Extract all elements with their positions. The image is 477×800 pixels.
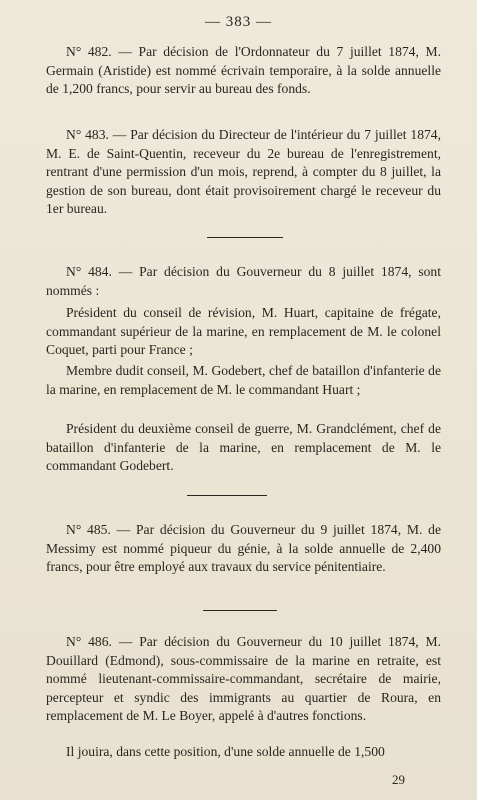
paragraph-solde: Il jouira, dans cette position, d'une solde annuelle de 1,500 [66, 744, 385, 759]
paragraph-nomination-president-revision: Président du conseil de révision, M. Huart, capitaine de frégate, commandant supérieur de la marine, en remplacement de M. le colonel Coquet, parti pour France ; [46, 305, 441, 358]
paragraph-nomination-membre-conseil: Membre dudit conseil, M. Godebert, chef de bataillon d'infanterie de la marine, en remplacement de M. le commandant Huart ; [46, 363, 441, 397]
paragraph-decision-485: N° 485. — Par décision du Gouverneur du 9 juillet 1874, M. de Messimy est nommé piqueur du génie, à la solde annuelle de 2,400 francs, pour être employé aux travaux du service pénitentiaire. [46, 522, 441, 575]
section-divider [203, 610, 277, 611]
section-divider [187, 495, 267, 496]
paragraph-nomination-president-guerre: Président du deuxième conseil de guerre, M. Grandclément, chef de bataillon d'infanterie de la marine, en remplacement de M. le commandant Godebert. [46, 421, 441, 474]
page-header-number: — 383 — [205, 14, 272, 30]
paragraph-decision-482: N° 482. — Par décision de l'Ordonnateur du 7 juillet 1874, M. Germain (Aristide) est nommé écrivain temporaire, à la solde annuelle de 1,200 francs, pour servir au bureau des fonds. [46, 44, 441, 97]
paragraph-decision-484-intro: N° 484. — Par décision du Gouverneur du 8 juillet 1874, sont nommés : [46, 264, 441, 298]
page-folio: 29 [392, 772, 405, 787]
section-divider [207, 237, 283, 238]
paragraph-decision-486: N° 486. — Par décision du Gouverneur du 10 juillet 1874, M. Douillard (Edmond), sous-commissaire de la marine en retraite, est nommé lieutenant-commissaire-commandant, secrétaire de mairie, percepteur et syndic des immigrants au quartier de Roura, en remplacement de M. Le Boyer, appelé à d'autres fonctions. [46, 634, 441, 724]
paragraph-decision-483: N° 483. — Par décision du Directeur de l'intérieur du 7 juillet 1874, M. E. de Saint-Quentin, receveur du 2e bureau de l'enregistrement, rentrant d'une permission d'un mois, reprend, à compter du 8 juillet, la gestion de son bureau, dont était provisoirement chargé le receveur du 1er bureau. [46, 127, 441, 217]
